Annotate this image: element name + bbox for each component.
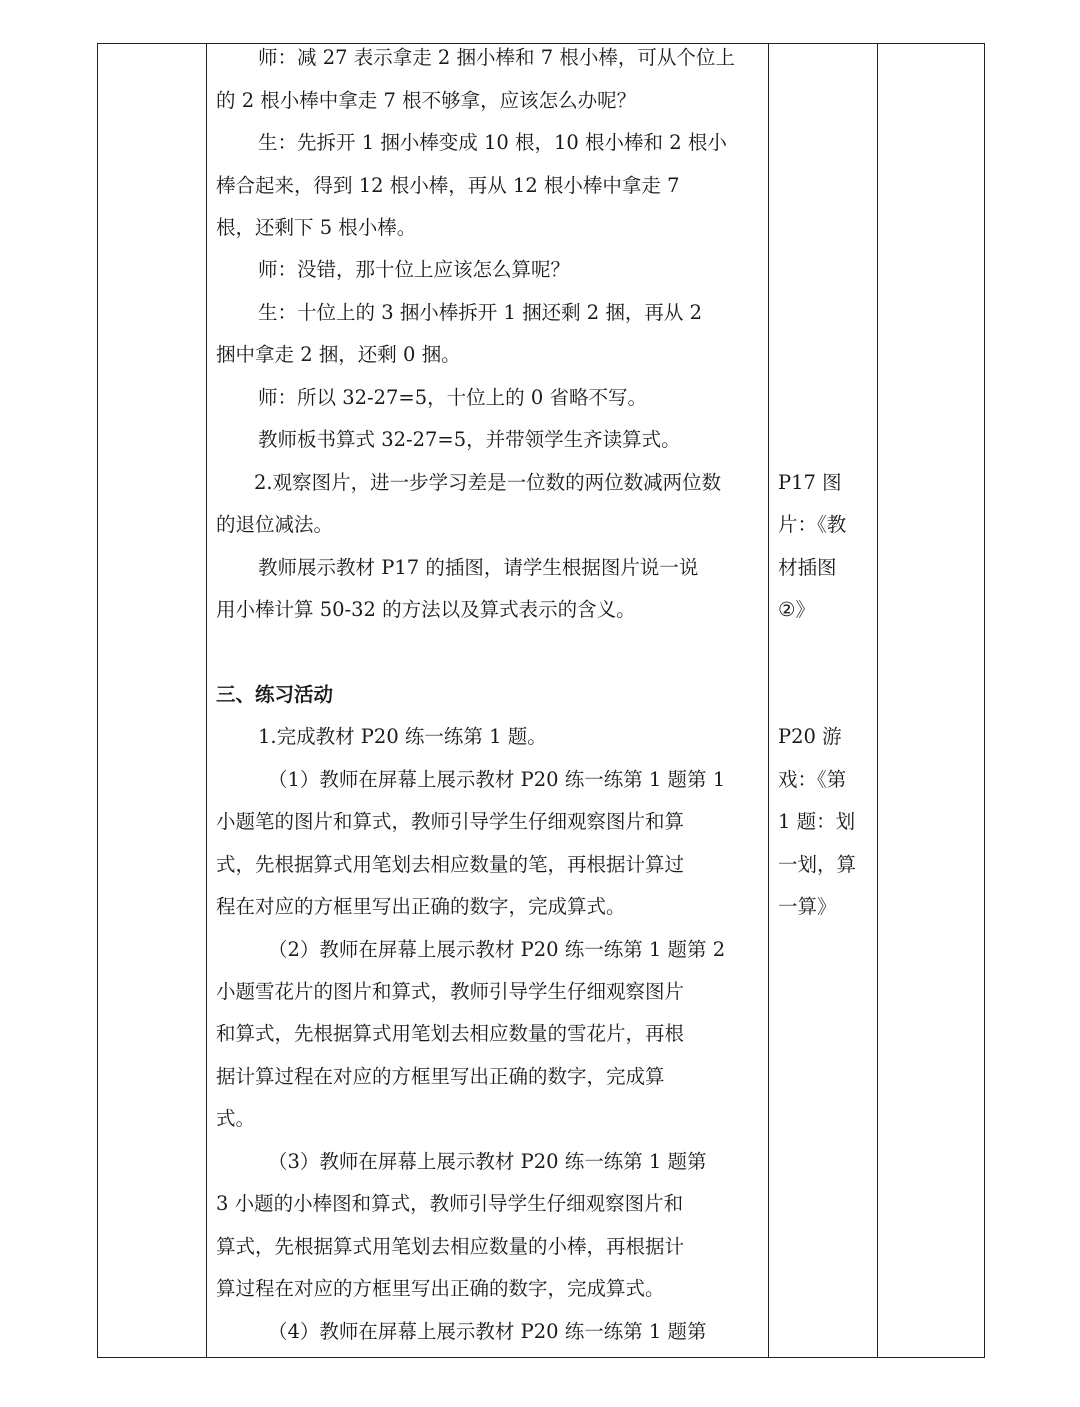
- text-line: 算式，先根据算式用笔划去相应数量的小棒，再根据计: [216, 1235, 685, 1258]
- text-line: 小题雪花片的图片和算式，教师引导学生仔细观察图片: [216, 980, 685, 1003]
- column-divider-1: [206, 43, 207, 1358]
- resource-line: 一划，算: [778, 853, 857, 876]
- text-line: 根，还剩下 5 根小棒。: [216, 216, 417, 239]
- text-line: 小题笔的图片和算式，教师引导学生仔细观察图片和算: [216, 810, 685, 833]
- resource-line: 戏：《第: [778, 768, 847, 791]
- teaching-process-column: [216, 0, 762, 1407]
- text-line: 生：十位上的 3 捆小棒拆开 1 捆还剩 2 捆，再从 2: [258, 301, 703, 324]
- text-line: 和算式，先根据算式用笔划去相应数量的雪花片，再根: [216, 1022, 685, 1045]
- text-line: 师：没错，那十位上应该怎么算呢？: [258, 258, 571, 281]
- text-line: （4）教师在屏幕上展示教材 P20 练一练第 1 题第: [268, 1320, 707, 1343]
- resources-column: [778, 0, 870, 1407]
- text-line: 教师展示教材 P17 的插图，请学生根据图片说一说: [258, 556, 699, 579]
- resource-line: 片：《教: [778, 513, 847, 536]
- text-line: 1.完成教材 P20 练一练第 1 题。: [258, 725, 547, 748]
- text-line: （3）教师在屏幕上展示教材 P20 练一练第 1 题第: [268, 1150, 707, 1173]
- text-line: （2）教师在屏幕上展示教材 P20 练一练第 1 题第 2: [268, 938, 726, 961]
- resource-line: ②》: [778, 598, 815, 621]
- text-line: 捆中拿走 2 捆，还剩 0 捆。: [216, 343, 461, 366]
- column-divider-3: [877, 43, 878, 1358]
- text-line: 师：减 27 表示拿走 2 捆小棒和 7 根小棒，可从个位上: [258, 46, 735, 69]
- text-line: 2.观察图片，进一步学习差是一位数的两位数减两位数: [254, 471, 722, 494]
- text-line: 教师板书算式 32-27=5，并带领学生齐读算式。: [258, 428, 681, 451]
- text-line: 生：先拆开 1 捆小棒变成 10 根，10 根小棒和 2 根小: [258, 131, 727, 154]
- text-line: 算过程在对应的方框里写出正确的数字，完成算式。: [216, 1277, 665, 1300]
- text-line: 的 2 根小棒中拿走 7 根不够拿，应该怎么办呢？: [216, 89, 637, 112]
- column-divider-2: [768, 43, 769, 1358]
- text-line: 3 小题的小棒图和算式，教师引导学生仔细观察图片和: [216, 1192, 684, 1215]
- resource-line: 1 题：划: [778, 810, 856, 833]
- text-line: 的退位减法。: [216, 513, 334, 536]
- text-line: （1）教师在屏幕上展示教材 P20 练一练第 1 题第 1: [268, 768, 726, 791]
- resource-line: 材插图: [778, 556, 837, 579]
- resource-line: 一算》: [778, 895, 837, 918]
- text-line: 式，先根据算式用笔划去相应数量的笔，再根据计算过: [216, 853, 685, 876]
- text-line: 棒合起来，得到 12 根小棒，再从 12 根小棒中拿走 7: [216, 174, 680, 197]
- text-line: 式。: [216, 1107, 256, 1130]
- text-line: 程在对应的方框里写出正确的数字，完成算式。: [216, 895, 626, 918]
- text-line: 师：所以 32-27=5，十位上的 0 省略不写。: [258, 386, 647, 409]
- resource-line: P20 游: [778, 725, 842, 748]
- section-heading: 三、练习活动: [216, 683, 334, 706]
- text-line: 用小棒计算 50-32 的方法以及算式表示的含义。: [216, 598, 636, 621]
- resource-line: P17 图: [778, 471, 842, 494]
- text-line: 据计算过程在对应的方框里写出正确的数字，完成算: [216, 1065, 665, 1088]
